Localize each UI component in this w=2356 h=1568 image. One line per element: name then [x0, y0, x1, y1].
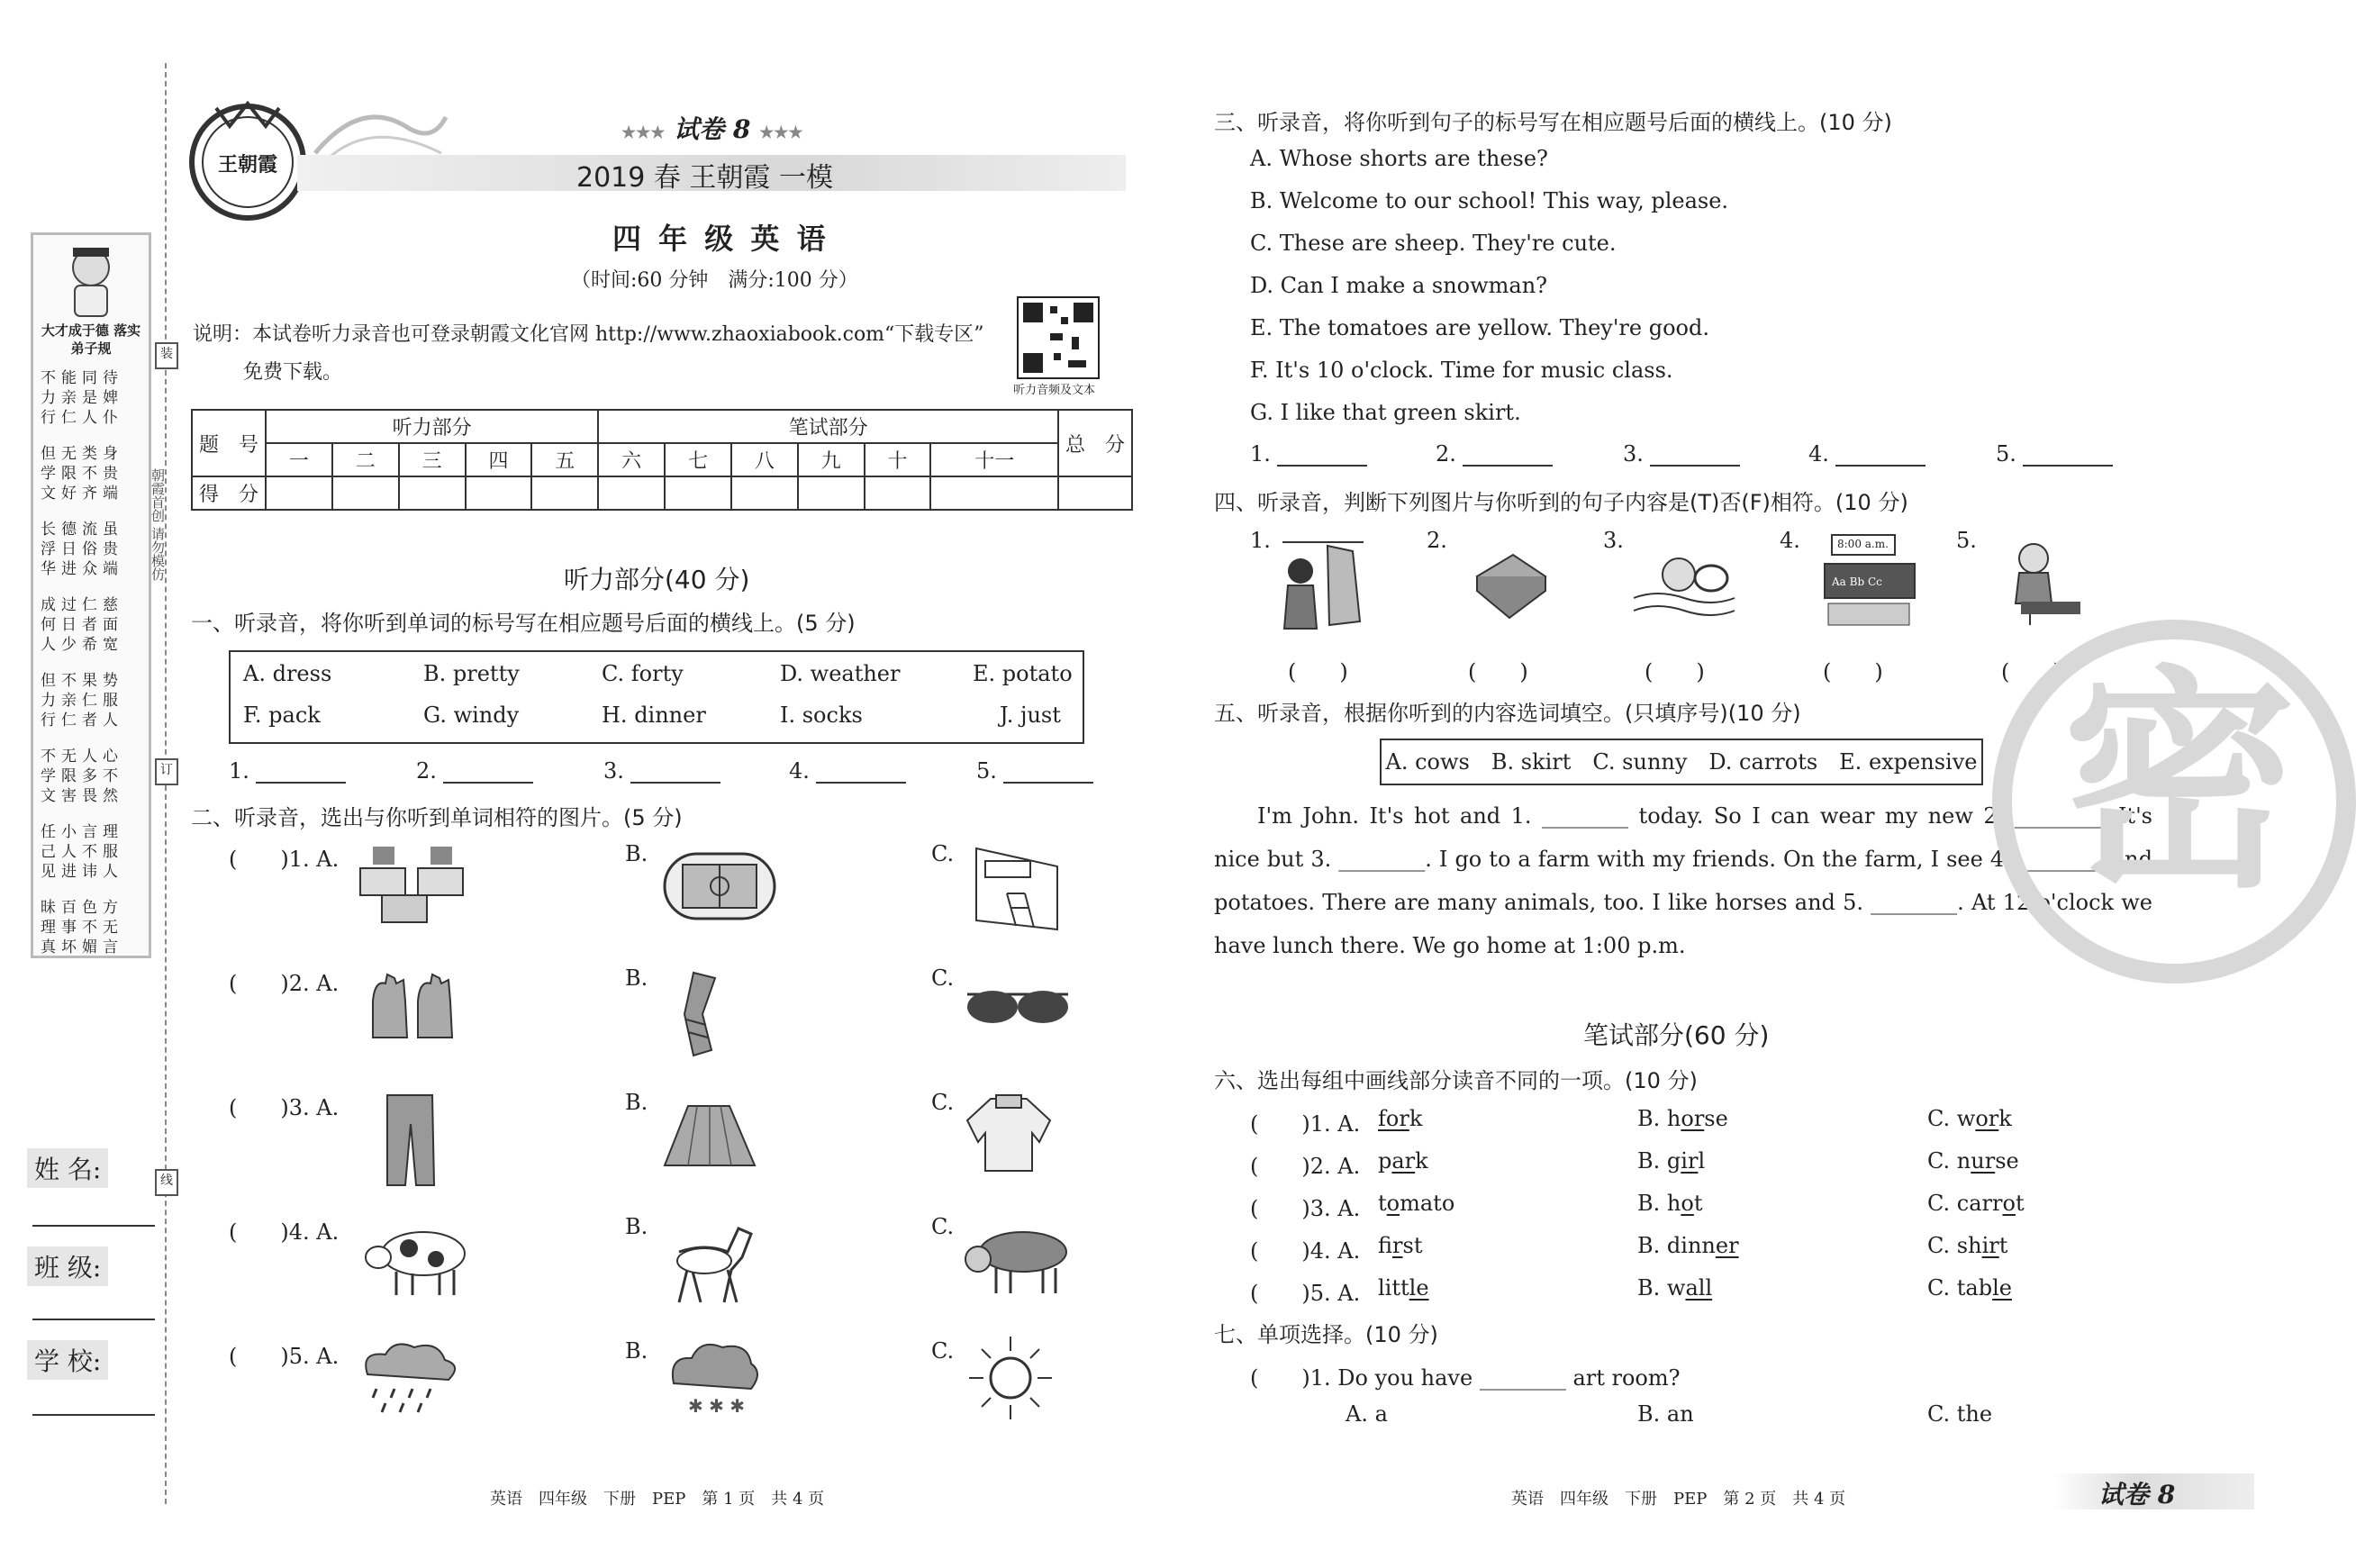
score-cell[interactable]: [665, 476, 731, 510]
score-cell[interactable]: [531, 476, 598, 510]
q6-option-a[interactable]: [1378, 1275, 1429, 1301]
q6-option-a[interactable]: [1378, 1106, 1422, 1131]
classroom-desks-icon: [355, 841, 481, 931]
q5-passage-line: potatoes. There are many animals, too. I like horses and 5. ________. At 12 o'clock we: [1214, 890, 2152, 915]
q6-word-underlined: ir: [1981, 1233, 1999, 1258]
shopping-girl-icon: [1273, 535, 1373, 634]
q6-option-a[interactable]: [1378, 1191, 1454, 1216]
boy-at-desk-icon: [1994, 531, 2084, 630]
q6-option-b[interactable]: [1637, 1191, 1702, 1216]
q6-option-b[interactable]: [1637, 1275, 1712, 1301]
score-table-col: 十: [865, 443, 931, 476]
q6-item-num[interactable]: ( )5. A.: [1250, 1281, 1361, 1306]
q4-answer[interactable]: ( ): [1288, 659, 1348, 684]
motto-line: 学限不贵: [41, 465, 123, 483]
q6-option-c[interactable]: [1927, 1148, 2019, 1174]
motto-group: [41, 368, 145, 428]
answer-blank[interactable]: [256, 758, 346, 784]
score-cell[interactable]: [1058, 476, 1132, 510]
q4-answer[interactable]: ( ): [2001, 659, 2062, 684]
q6-word-underlined: er: [1715, 1233, 1739, 1258]
score-cell[interactable]: [731, 476, 798, 510]
q6-word-post: t: [2015, 1191, 2025, 1216]
q3-title: 三、听录音，将你听到句子的标号写在相应题号后面的横线上。(10 分): [1214, 110, 1892, 135]
q5-passage-line: have lunch there. We go home at 1:00 p.m.: [1214, 933, 1686, 958]
q3-option: A. Whose shorts are these?: [1250, 146, 1548, 171]
class-field[interactable]: [32, 1319, 155, 1320]
sunglasses-icon: [964, 982, 1072, 1036]
listening-header: 听力部分(40 分): [564, 565, 750, 594]
q6-word-underlined: o: [2002, 1191, 2016, 1216]
q6-word-pre: t: [1378, 1191, 1387, 1216]
name-label: 姓 名:: [27, 1148, 108, 1188]
q6-word-underlined: le: [1992, 1275, 2012, 1301]
q6-item-num[interactable]: ( )3. A.: [1250, 1196, 1361, 1221]
q4-answer[interactable]: ( ): [1823, 659, 1883, 684]
q6-word-pre: g: [1666, 1148, 1681, 1174]
q3-option: G. I like that green skirt.: [1250, 400, 1521, 425]
q7-option-c[interactable]: C. the: [1927, 1401, 1993, 1427]
motto-group: [41, 898, 145, 957]
score-cell[interactable]: [266, 476, 332, 510]
playground-icon: [661, 850, 778, 922]
motto-line: 昧百色方: [41, 899, 123, 917]
gloves-icon: [364, 974, 463, 1047]
q6-word-pre: tab: [1956, 1275, 1993, 1301]
q3-option: C. These are sheep. They're cute.: [1250, 231, 1617, 256]
footer-right: 英语 四年级 下册 PEP 第 2 页 共 4 页: [1511, 1490, 1846, 1509]
q1-option: H. dinner: [602, 702, 706, 728]
library-room-icon: [967, 839, 1066, 938]
logo-text: 王朝霞: [217, 153, 277, 177]
q6-word-post: se: [1704, 1106, 1728, 1131]
q6-b-label: B.: [1637, 1106, 1661, 1131]
q1-blank-label: 3.: [603, 758, 624, 784]
child-figure-icon: [55, 242, 127, 323]
seal-mark-3: 线: [155, 1169, 178, 1196]
q3-blank-label: 2.: [1436, 441, 1456, 467]
svg-text:Aa Bb Cc: Aa Bb Cc: [1832, 576, 1882, 588]
q3-blank-label: 1.: [1250, 441, 1271, 467]
q5-title: 五、听录音，根据你听到的内容选词填空。(只填序号)(10 分): [1214, 701, 1801, 726]
paper-label-stars-left: ★★★: [621, 123, 666, 142]
motto-group: [41, 444, 145, 503]
q6-word-post: t: [1693, 1191, 1703, 1216]
q2-item-c: C.: [931, 965, 955, 991]
snow-cloud-icon: [665, 1338, 764, 1428]
motto-line: 人少希宽: [41, 636, 123, 654]
q6-word-underlined: all: [1685, 1275, 1713, 1301]
q6-b-label: B.: [1637, 1275, 1661, 1301]
motto-line: 己人不服: [41, 843, 123, 861]
score-cell[interactable]: [466, 476, 532, 510]
q6-item-num[interactable]: ( )2. A.: [1250, 1154, 1361, 1179]
horse-icon: [661, 1216, 760, 1306]
score-table-col: 九: [798, 443, 865, 476]
class-label: 班 级:: [27, 1246, 108, 1286]
q6-option-c[interactable]: [1927, 1191, 2025, 1216]
subject-title: 四 年 级 英 语: [612, 222, 829, 256]
q1-option: E. potato: [973, 661, 1073, 686]
swimming-boy-icon: [1630, 544, 1738, 625]
motto-line: 不能同待: [41, 369, 123, 387]
answer-blank[interactable]: [1277, 441, 1367, 467]
q1-option: F. pack: [243, 702, 321, 728]
q2-item-c: C.: [931, 1338, 955, 1364]
q6-word-underlined: or: [1681, 1106, 1705, 1131]
footer-left: 英语 四年级 下册 PEP 第 1 页 共 4 页: [490, 1490, 825, 1509]
q6-option-c[interactable]: [1927, 1106, 2012, 1131]
skirt-icon: [661, 1101, 760, 1173]
answer-blank[interactable]: [1463, 441, 1553, 467]
score-table-col: 八: [731, 443, 798, 476]
score-table-row2-label: 得 分: [192, 476, 266, 510]
folded-scarf-icon: [1468, 549, 1549, 621]
q4-title: 四、听录音，判断下列图片与你听到的句子内容是(T)否(F)相符。(10 分): [1214, 490, 1908, 515]
q6-word-underlined: ur: [1971, 1148, 1996, 1174]
answer-blank[interactable]: [630, 758, 720, 784]
score-table-col: 二: [332, 443, 399, 476]
q2-item-num[interactable]: ( )2. A.: [229, 971, 340, 996]
q6-word-underlined: le: [1409, 1275, 1429, 1301]
score-table-col: 一: [266, 443, 332, 476]
score-table: [191, 409, 1133, 511]
q2-title: 二、听录音，选出与你听到单词相符的图片。(5 分): [191, 805, 683, 830]
q1-title: 一、听录音，将你听到单词的标号写在相应题号后面的横线上。(5 分): [191, 611, 856, 636]
score-cell[interactable]: [598, 476, 665, 510]
q3-blank-label: 3.: [1623, 441, 1644, 467]
q6-item-num[interactable]: ( )1. A.: [1250, 1111, 1361, 1137]
exam-title: 2019 春 王朝霞 一模: [576, 162, 833, 194]
score-table-col: 四: [466, 443, 532, 476]
q6-word-pre: w: [1666, 1275, 1686, 1301]
motto-panel: [31, 232, 151, 958]
score-table-col: 十一: [930, 443, 1058, 476]
seal-mark-1: 装: [155, 342, 178, 369]
q1-option: C. forty: [602, 661, 684, 686]
motto-grid: [41, 368, 145, 974]
q6-word-underlined: ir: [1392, 1233, 1403, 1258]
cow-icon: [364, 1218, 472, 1299]
score-cell[interactable]: [332, 476, 399, 510]
paper-label: [621, 110, 803, 146]
answer-blank[interactable]: [816, 758, 906, 784]
motto-line: 华进众端: [41, 560, 123, 578]
q2-item-b: B.: [625, 1338, 648, 1364]
sidebar: [0, 0, 171, 1568]
q6-word-pre: litt: [1378, 1275, 1409, 1301]
motto-line: 力亲仁服: [41, 692, 123, 710]
name-field[interactable]: [32, 1225, 155, 1227]
motto-line: 但无类身: [41, 445, 123, 463]
answer-blank[interactable]: [2023, 441, 2113, 467]
qr-caption: 听力音频及文本: [1013, 384, 1096, 397]
motto-line: 力亲是婢: [41, 389, 123, 407]
q6-c-label: C.: [1927, 1148, 1951, 1174]
q4-answer[interactable]: ( ): [1468, 659, 1528, 684]
q7-title: 七、单项选择。(10 分): [1214, 1322, 1438, 1347]
q5-passage-line: I'm John. It's hot and 1. ________ today. So I can wear my new 2. ________. It's: [1257, 803, 2152, 829]
motto-line: 学限多不: [41, 767, 123, 785]
answer-blank[interactable]: [1650, 441, 1740, 467]
motto-line: 任小言理: [41, 823, 123, 841]
q3-option: F. It's 10 o'clock. Time for music class.: [1250, 358, 1673, 383]
q6-word-pre: dinn: [1666, 1233, 1716, 1258]
corner-label: 试卷 8: [2098, 1480, 2176, 1509]
q4-num: 5.: [1956, 528, 1977, 553]
q2-item-b: B.: [625, 841, 648, 866]
score-cell[interactable]: [399, 476, 466, 510]
paper-label-text: 试卷 8: [674, 114, 751, 144]
q6-option-b[interactable]: [1637, 1148, 1705, 1174]
q6-option-a[interactable]: [1378, 1148, 1428, 1174]
q6-word-pre: w: [1956, 1106, 1976, 1131]
q7-option-b[interactable]: B. an: [1637, 1401, 1694, 1427]
sun-icon: [965, 1333, 1056, 1423]
q6-word-pre: p: [1378, 1148, 1392, 1174]
score-table-total: 总 分: [1058, 410, 1132, 476]
q6-word-pre: carr: [1956, 1191, 2003, 1216]
score-cell[interactable]: [798, 476, 865, 510]
score-table-listening: 听力部分: [266, 410, 598, 443]
motto-group: [41, 747, 145, 806]
motto-line: 浮日俗贵: [41, 540, 123, 558]
q6-word-underlined: ir: [1681, 1148, 1699, 1174]
q7-option-a[interactable]: A. a: [1346, 1401, 1388, 1427]
q3-option: D. Can I make a snowman?: [1250, 273, 1548, 298]
q6-title: 六、选出每组中画线部分读音不同的一项。(10 分): [1214, 1068, 1698, 1093]
q6-option-a[interactable]: [1378, 1233, 1422, 1258]
q6-word-underlined: ar: [1391, 1148, 1416, 1174]
score-cell[interactable]: [930, 476, 1058, 510]
motto-line: 不无人心: [41, 748, 123, 766]
school-field[interactable]: [32, 1414, 155, 1416]
note-line-2: 免费下载。: [243, 361, 343, 384]
score-cell[interactable]: [865, 476, 931, 510]
motto-line: 行仁者人: [41, 711, 123, 730]
q7-question[interactable]: ( )1. Do you have ________ art room?: [1250, 1365, 1681, 1391]
q6-word-underlined: o: [1681, 1191, 1694, 1216]
motto-line: 行仁人仆: [41, 409, 123, 427]
score-table-row1-label: 题 号: [192, 410, 266, 476]
motto-line: 文害畏然: [41, 787, 123, 805]
q6-word-post: k: [1409, 1106, 1423, 1131]
motto-group: [41, 671, 145, 730]
q3-option: E. The tomatoes are yellow. They're good.: [1250, 315, 1709, 340]
q2-item-c: C.: [931, 1214, 955, 1239]
motto-group: [41, 822, 145, 882]
q6-word-underlined: for: [1378, 1106, 1409, 1131]
motto-line: 真坏媚言: [41, 938, 123, 956]
q1-option: A. dress: [243, 661, 332, 686]
q6-c-label: C.: [1927, 1106, 1951, 1131]
score-table-col: 三: [399, 443, 466, 476]
sweater-icon: [964, 1093, 1054, 1174]
answer-blank[interactable]: [443, 758, 533, 784]
q6-word-post: l: [1698, 1148, 1706, 1174]
q4-num: 1.: [1250, 528, 1271, 553]
q6-word-underlined: o: [1386, 1191, 1400, 1216]
q2-item-c: C.: [931, 841, 955, 866]
q1-option: J. just: [1000, 702, 1061, 728]
q6-word-post: t: [1998, 1233, 2008, 1258]
motto-line: 但不果势: [41, 672, 123, 690]
q3-option: B. Welcome to our school! This way, please.: [1250, 188, 1729, 213]
watermark-text: 密: [2062, 648, 2297, 920]
vertical-text: 朝霞首创 请勿模仿: [150, 468, 166, 581]
q6-b-label: B.: [1637, 1233, 1661, 1258]
q6-word-pre: h: [1666, 1191, 1681, 1216]
q1-blank-label: 4.: [789, 758, 810, 784]
paper-label-stars-right: ★★★: [759, 123, 803, 142]
q6-word-underlined: or: [1975, 1106, 1999, 1131]
q4-answer[interactable]: ( ): [1645, 659, 1705, 684]
scarf-icon: [666, 969, 729, 1059]
q5-passage-line: nice but 3. ________. I go to a farm with my friends. On the farm, I see 4. ________ and: [1214, 847, 2152, 872]
q6-word-pre: f: [1378, 1233, 1393, 1258]
q1-blank-label: 2.: [416, 758, 437, 784]
q6-option-c[interactable]: [1927, 1233, 2007, 1258]
q6-b-label: B.: [1637, 1148, 1661, 1174]
seal-mark-2: 订: [155, 758, 178, 785]
q6-word-post: k: [1415, 1148, 1428, 1174]
q6-word-pre: h: [1666, 1106, 1681, 1131]
q3-blank-label: 5.: [1996, 441, 2016, 467]
q4-num: 3.: [1603, 528, 1624, 553]
q6-c-label: C.: [1927, 1233, 1951, 1258]
q1-option: D. weather: [780, 661, 901, 686]
writing-header: 笔试部分(60 分): [1583, 1020, 1770, 1050]
motto-line: 文好齐端: [41, 485, 123, 503]
score-table-col: 六: [598, 443, 665, 476]
q6-c-label: C.: [1927, 1275, 1951, 1301]
q6-word-post: k: [1998, 1106, 2012, 1131]
q4-num: 4.: [1780, 528, 1800, 553]
sheep-icon: [960, 1216, 1077, 1297]
motto-line: 见进讳人: [41, 863, 123, 881]
q2-item-num[interactable]: ( )4. A.: [229, 1219, 340, 1245]
score-table-writing: 笔试部分: [598, 410, 1058, 443]
note-line-1: 说明：本试卷听力录音也可登录朝霞文化官网 http://www.zhaoxiabook.com“下载专区”: [193, 323, 984, 346]
q6-word-post: se: [1995, 1148, 2019, 1174]
motto-group: [41, 520, 145, 579]
q1-option: I. socks: [780, 702, 863, 728]
q2-item-b: B.: [625, 1090, 648, 1115]
motto-line: 成过仁慈: [41, 596, 123, 614]
answer-blank[interactable]: [1003, 758, 1093, 784]
q6-option-b[interactable]: [1637, 1233, 1739, 1258]
q5-options-box: A. cows B. skirt C. sunny D. carrots E. expensive: [1380, 739, 1983, 785]
q1-option: G. windy: [423, 702, 520, 728]
q2-item-num[interactable]: ( )3. A.: [229, 1095, 340, 1120]
answer-blank[interactable]: [1835, 441, 1926, 467]
qr-code-icon: [1018, 297, 1099, 378]
time-score: （时间:60 分钟 满分:100 分）: [571, 269, 858, 292]
q1-blank-label: 5.: [976, 758, 997, 784]
q2-item-num[interactable]: ( )1. A.: [229, 847, 340, 872]
q2-item-c: C.: [931, 1090, 955, 1115]
score-table-col: 五: [531, 443, 598, 476]
rain-cloud-icon: [355, 1338, 463, 1419]
q2-item-b: B.: [625, 965, 648, 991]
score-table-col: 七: [665, 443, 731, 476]
q6-item-num[interactable]: ( )4. A.: [1250, 1238, 1361, 1264]
clock-label: 8:00 a.m.: [1837, 538, 1889, 550]
motto-group: [41, 595, 145, 655]
motto-line: 长德流虽: [41, 521, 123, 539]
trousers-icon: [378, 1092, 441, 1191]
q6-word-pre: sh: [1956, 1233, 1982, 1258]
q6-word-pre: n: [1956, 1148, 1971, 1174]
q3-blank-label: 4.: [1808, 441, 1829, 467]
motto-line: 理事不无: [41, 919, 123, 937]
q6-b-label: B.: [1637, 1191, 1661, 1216]
q6-option-b[interactable]: [1637, 1106, 1728, 1131]
q6-word-post: st: [1402, 1233, 1423, 1258]
q6-option-c[interactable]: [1927, 1275, 2012, 1301]
motto-top: 大才成于德 落实弟子规: [41, 322, 141, 357]
q1-option: B. pretty: [423, 661, 520, 686]
q2-item-b: B.: [625, 1214, 648, 1239]
school-label: 学 校:: [27, 1340, 108, 1380]
q6-word-post: mato: [1400, 1191, 1455, 1216]
q4-num: 2.: [1427, 528, 1447, 553]
q6-c-label: C.: [1927, 1191, 1951, 1216]
motto-line: 何日者面: [41, 616, 123, 634]
q1-blank-label: 1.: [229, 758, 249, 784]
svg-text:✱ ✱ ✱: ✱ ✱ ✱: [688, 1395, 745, 1417]
q2-item-num[interactable]: ( )5. A.: [229, 1344, 340, 1369]
